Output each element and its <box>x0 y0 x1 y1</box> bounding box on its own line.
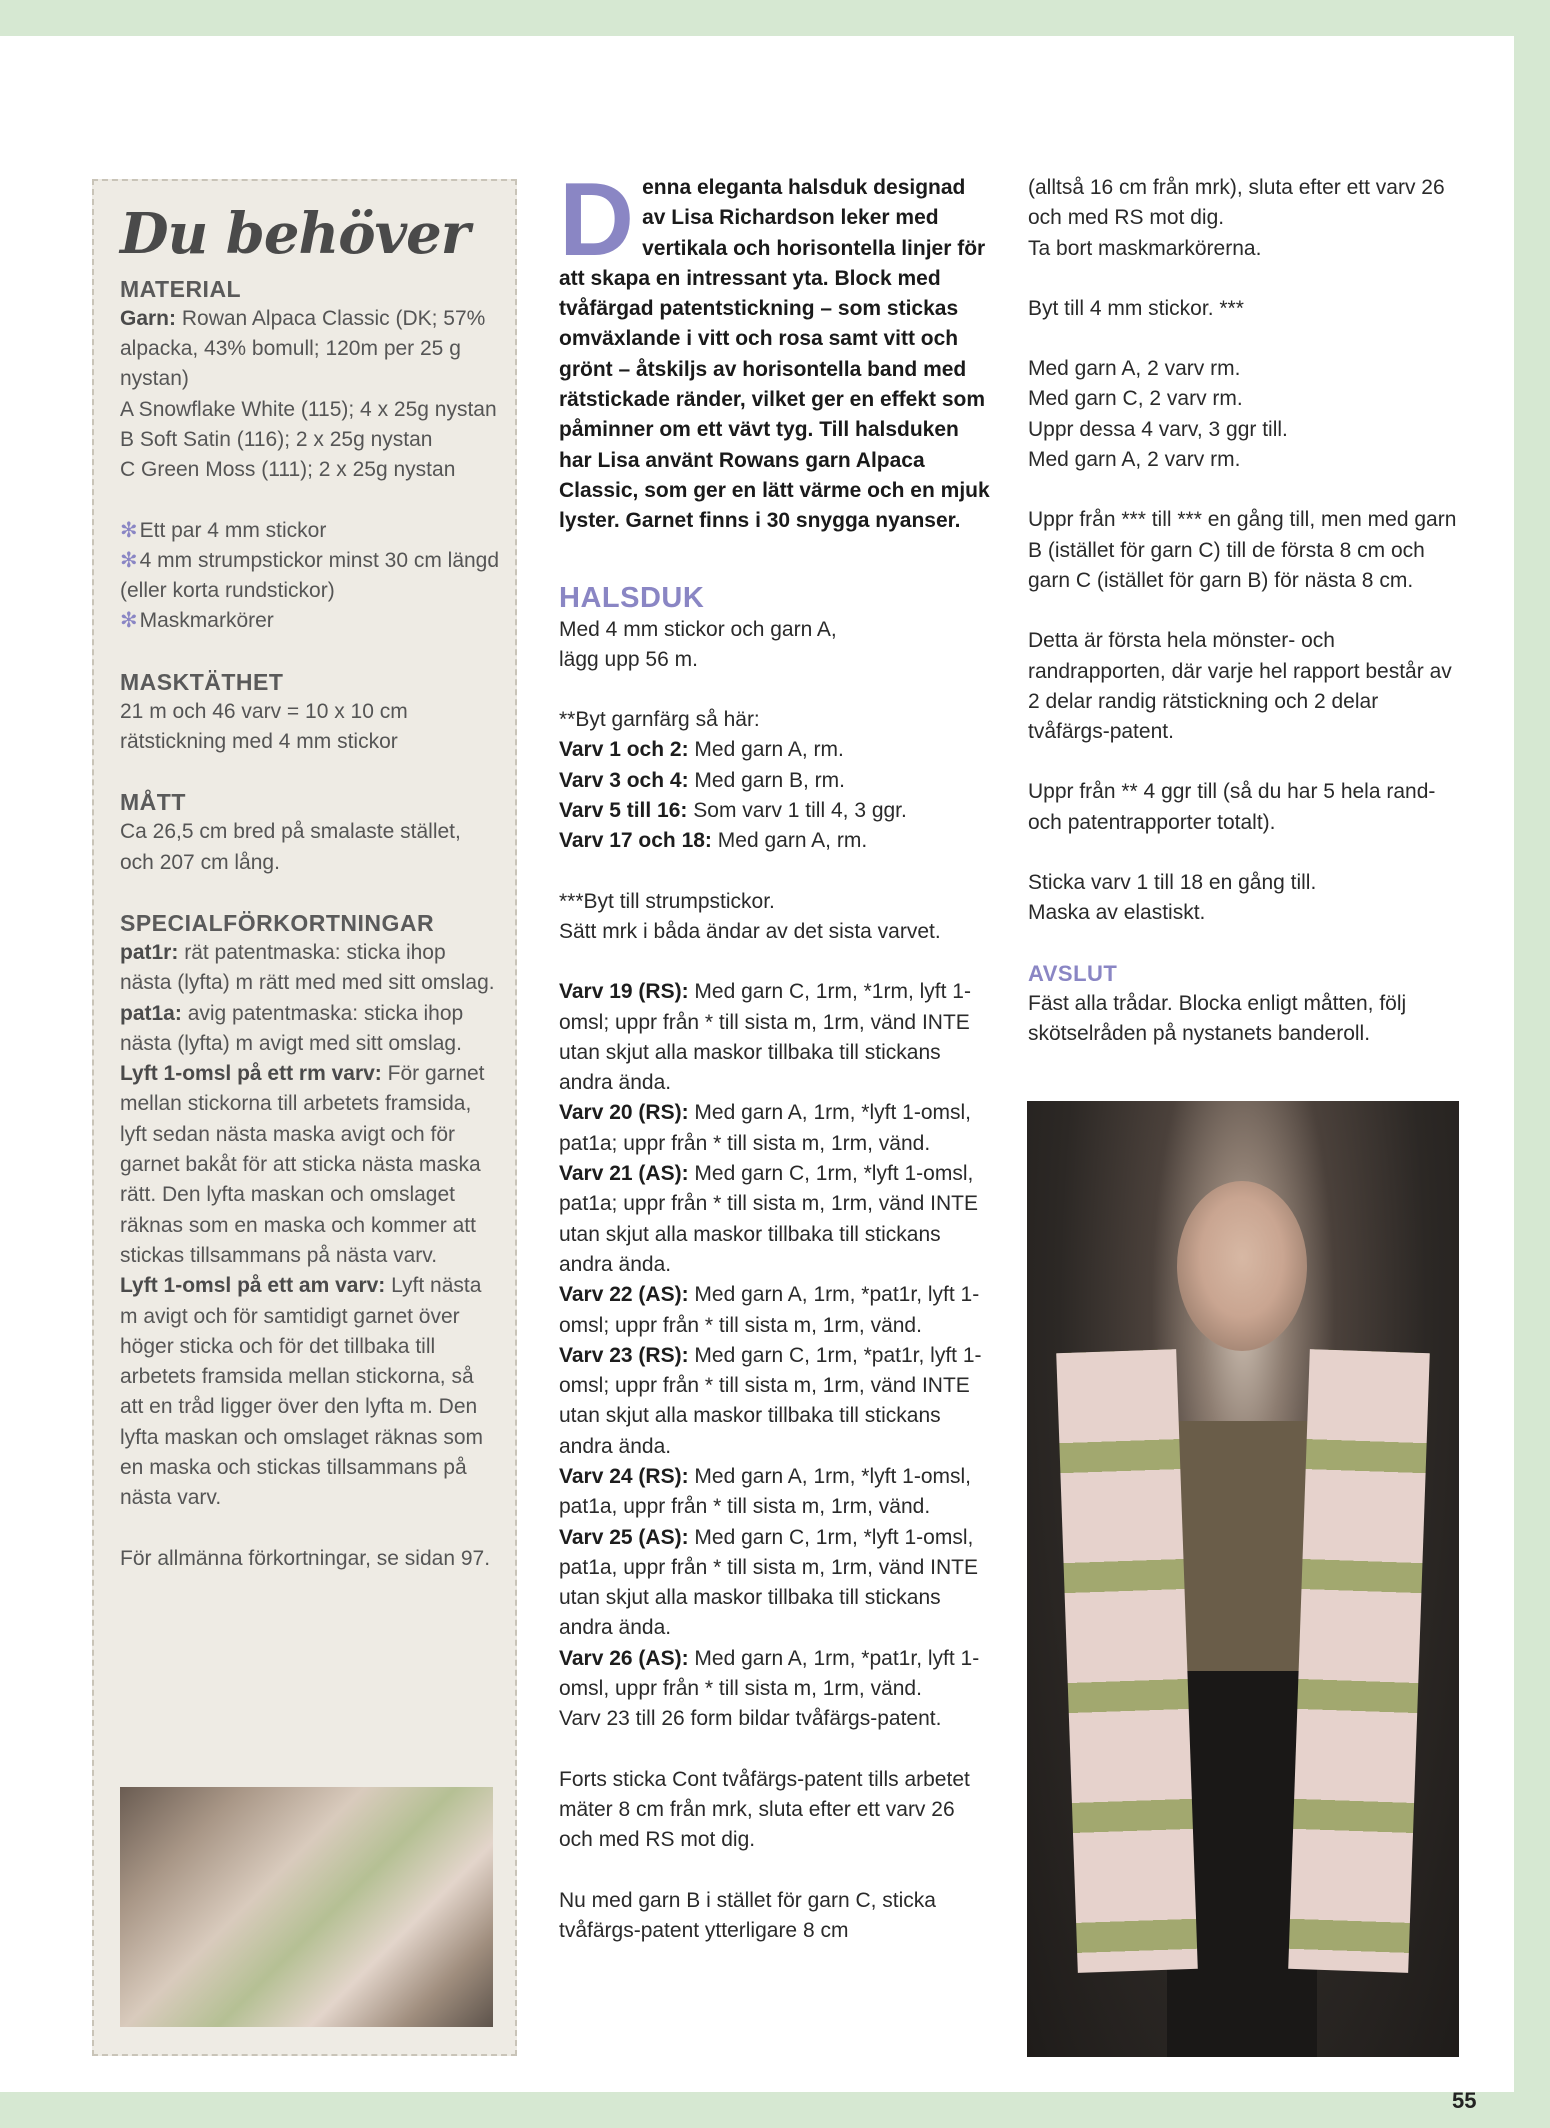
col3-line: Byt till 4 mm stickor. *** <box>1028 296 1244 320</box>
col3-paragraph: Detta är första hela mönster- och randrapporten, där varje hel rapport består av 2 delar randig rätstickning och 2 delar tvåfärgs-patent. <box>1028 629 1452 744</box>
abbreviation-item: pat1a: avig patentmaska: sticka ihop nästa (lyfta) m avigt med sitt omslag. <box>120 1001 464 1055</box>
halsduk-heading: HALSDUK <box>559 581 705 614</box>
masktathet-heading: MASKTÄTHET <box>120 668 284 695</box>
cast-on-line: lägg upp 56 m. <box>559 647 698 671</box>
pattern-row: Varv 24 (RS): Med garn A, 1rm, *lyft 1-omsl, pat1a, uppr från * till sista m, 1rm, vänd. <box>559 1464 971 1519</box>
col3-line: (alltså 16 cm från mrk), sluta efter ett varv 26 och med RS mot dig. <box>1028 176 1445 230</box>
tool-item: ✻Maskmarkörer <box>120 609 274 633</box>
pattern-row: Varv 21 (AS): Med garn C, 1rm, *lyft 1-omsl, pat1a; uppr från * till sista m, 1rm, vänd INTE utan skjut alla maskor tillbaka till stickans andra ända. <box>559 1162 978 1276</box>
col3-line: Med garn A, 2 varv rm. <box>1028 448 1241 472</box>
yarn-color-c: C Green Moss (111); 2 x 25g nystan <box>120 458 456 482</box>
abbreviation-footer-note: För allmänna förkortningar, se sidan 97. <box>120 1546 491 1570</box>
abbreviation-item: Lyft 1-omsl på ett rm varv: För garnet mellan stickorna till arbetets framsida, lyft sedan nästa maska avigt och för garnet bakåt för att sticka nästa maska rätt. Den lyfta maskan och omslaget räknas som en maska och kommer att stickas tillsammans på nästa varv. <box>120 1062 485 1267</box>
pattern-row: Varv 20 (RS): Med garn A, 1rm, *lyft 1-omsl, pat1a; uppr från * till sista m, 1rm, vänd. <box>559 1101 971 1155</box>
change-color-heading: **Byt garnfärg så här: <box>559 708 760 732</box>
col3-line: Ta bort maskmarkörerna. <box>1028 236 1262 260</box>
abbreviation-item: pat1r: rät patentmaska: sticka ihop nästa (lyfta) m rätt med med sitt omslag. <box>120 940 495 995</box>
page-number: 55 <box>1452 2088 1477 2113</box>
asterisk-bullet-icon: ✻ <box>120 518 138 542</box>
yarn-color-b: B Soft Satin (116); 2 x 25g nystan <box>120 427 433 451</box>
matt-heading: MÅTT <box>120 789 186 816</box>
pattern-column-3 <box>1028 173 1460 1049</box>
tool-item: ✻Ett par 4 mm stickor <box>120 518 327 542</box>
pattern-column-2 <box>559 162 991 1946</box>
avslut-text: Fäst alla trådar. Blocka enligt måtten, följ skötselråden på nystanets banderoll. <box>1028 991 1407 1045</box>
drop-cap: D <box>559 162 635 278</box>
col3-line: Med garn A, 2 varv rm. <box>1028 357 1241 381</box>
pattern-row: Varv 19 (RS): Med garn C, 1rm, *1rm, lyft 1-omsl; uppr från * till sista m, 1rm, vänd INTE utan skjut alla maskor tillbaka till stickans andra ända. <box>559 980 971 1095</box>
pattern-row: Varv 25 (AS): Med garn C, 1rm, *lyft 1-omsl, pat1a, uppr från * till sista m, 1rm, vänd INTE utan skjut alla maskor tillbaka till stickans andra ända. <box>559 1525 978 1640</box>
scarf-right-end <box>1288 1349 1430 1973</box>
col3-line: Maska av elastiskt. <box>1028 901 1206 925</box>
page <box>0 36 1514 2113</box>
sidebar-title: Du behöver <box>120 201 470 267</box>
abbreviation-item: Lyft 1-omsl på ett am varv: Lyft nästa m avigt och för samtidigt garnet över höger sticka och för det tillbaka till arbetets framsida mellan stickorna, så att en tråd ligger över den lyfta m. Den lyfta maskan och omslaget räknas som en maska och stickas tillsammans på nästa varv. <box>120 1274 483 1510</box>
col3-line: Med garn C, 2 varv rm. <box>1028 387 1243 411</box>
pattern-row: Varv 23 (RS): Med garn C, 1rm, *pat1r, lyft 1-omsl; uppr från * till sista m, 1rm, vänd INTE utan skjut alla maskor tillbaka till stickans andra ända. <box>559 1343 982 1458</box>
pattern-row: Varv 26 (AS): Med garn A, 1rm, *pat1r, lyft 1-omsl, uppr från * till sista m, 1rm, vänd. <box>559 1646 980 1701</box>
avslut-heading: AVSLUT <box>1028 960 1118 986</box>
intro-paragraph: Denna eleganta halsduk designad av Lisa Richardson leker med vertikala och horisontella linjer för att skapa en intressant yta. Block med tvåfärgad patentstickning – som stickas omväxlande i vitt och rosa samt vitt och grönt – åtskiljs av horisontella band med rätstickade ränder, vilket ger en effekt som påminner om ett vävt tyg. Till halsduken har Lisa använt Rowans garn Alpaca Classic, som ger en lätt värme och en mjuk lyster. Garnet finns i 30 snygga nyanser. <box>559 162 990 533</box>
garn-text: Garn: Rowan Alpaca Classic (DK; 57% alpacka, 43% bomull; 120m per 25 g nystan) <box>120 306 486 391</box>
continue-paragraph: Forts sticka Cont tvåfärgs-patent tills arbetet mäter 8 cm från mrk, sluta efter ett varv 26 och med RS mot dig. <box>559 1767 970 1852</box>
rows-note: Varv 23 till 26 form bildar tvåfärgs-patent. <box>559 1707 942 1731</box>
scarf-left-end <box>1056 1349 1198 1973</box>
sidebar-content <box>120 201 500 1574</box>
asterisk-bullet-icon: ✻ <box>120 609 138 633</box>
col3-line: Uppr dessa 4 varv, 3 ggr till. <box>1028 417 1288 441</box>
yarn-color-a: A Snowflake White (115); 4 x 25g nystan <box>120 397 497 421</box>
blouse-shape <box>1167 1421 1317 1681</box>
cast-on-line: Med 4 mm stickor och garn A, <box>559 617 837 641</box>
switch-needles-line: Sätt mrk i båda ändar av det sista varvet. <box>559 919 941 943</box>
switch-needles-line: ***Byt till strumpstickor. <box>559 889 775 913</box>
col3-paragraph: Uppr från ** 4 ggr till (så du har 5 hela rand- och patentrapporter totalt). <box>1028 780 1436 834</box>
face-shape <box>1177 1181 1307 1351</box>
tool-item: ✻4 mm strumpstickor minst 30 cm längd (eller korta rundstickor) <box>120 548 500 603</box>
pattern-row: Varv 3 och 4: Med garn B, rm. <box>559 768 845 792</box>
pattern-row: Varv 1 och 2: Med garn A, rm. <box>559 738 844 762</box>
pattern-row: Varv 5 till 16: Som varv 1 till 4, 3 ggr. <box>559 799 907 823</box>
material-heading: MATERIAL <box>120 275 242 302</box>
matt-text: Ca 26,5 cm bred på smalaste stället, och 207 cm lång. <box>120 820 461 874</box>
masktathet-text: 21 m och 46 varv = 10 x 10 cm rätstickning med 4 mm stickor <box>120 699 408 754</box>
col3-line: Sticka varv 1 till 18 en gång till. <box>1028 871 1317 895</box>
pattern-row: Varv 17 och 18: Med garn A, rm. <box>559 829 868 853</box>
asterisk-bullet-icon: ✻ <box>120 548 138 572</box>
col3-paragraph: Uppr från *** till *** en gång till, men med garn B (istället för garn C) till de första 8 cm och garn C (istället för garn B) för nästa 8 cm. <box>1028 508 1457 592</box>
garn-b-paragraph: Nu med garn B i stället för garn C, sticka tvåfärgs-patent ytterligare 8 cm <box>559 1888 936 1942</box>
materials-sidebar <box>92 179 517 2056</box>
scarf-closeup-photo <box>120 1787 493 2027</box>
pattern-row: Varv 22 (AS): Med garn A, 1rm, *pat1r, lyft 1-omsl; uppr från * till sista m, 1rm, vänd. <box>559 1283 980 1337</box>
special-heading: SPECIALFÖRKORTNINGAR <box>120 909 435 936</box>
model-photo <box>1027 1101 1459 2057</box>
